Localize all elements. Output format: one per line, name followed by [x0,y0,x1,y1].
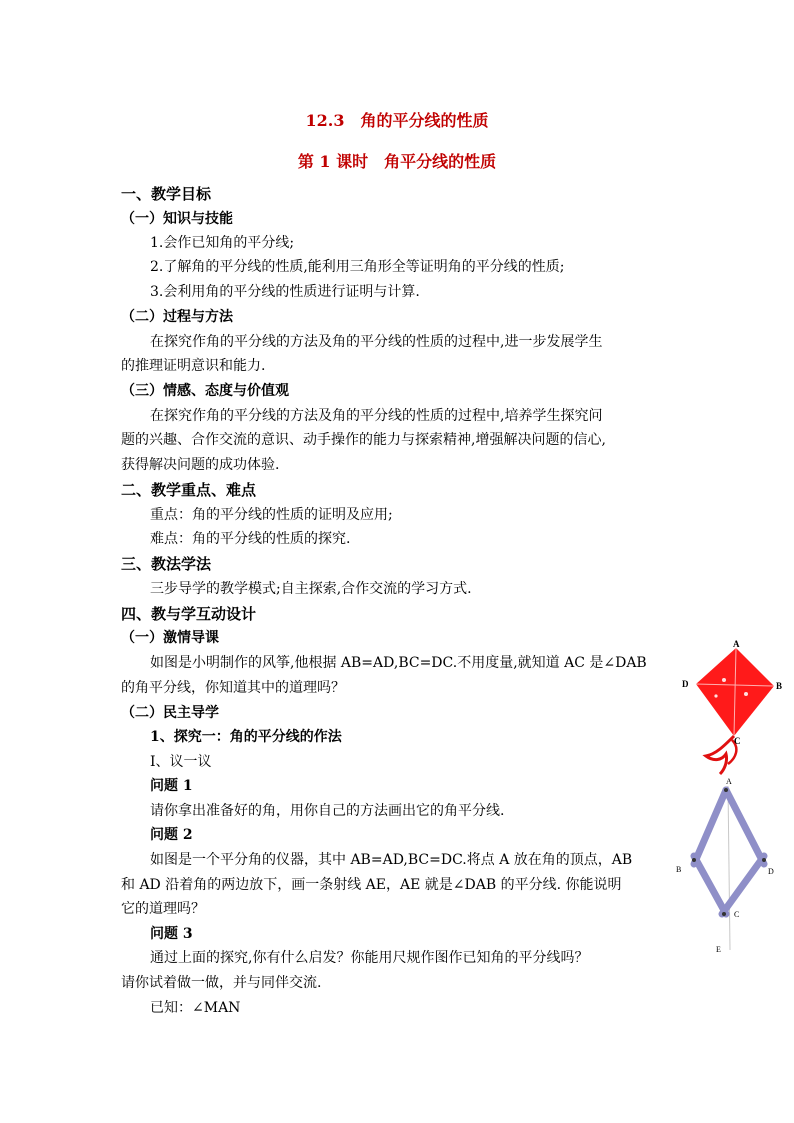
arm-bc [694,856,726,914]
pivot-d [762,858,766,862]
instrument-label-e: E [716,945,721,954]
bisector-instrument-figure [672,774,790,956]
pivot-b [692,858,696,862]
kite-label-b: B [776,681,783,691]
paragraph-line: 请你试着做一做，并与同伴交流. [121,975,322,991]
paragraph-line: 在探究作角的平分线的方法及角的平分线的性质的过程中,进一步发展学生 [150,334,603,350]
ray-ae [728,786,730,950]
discuss-heading: Ⅰ、议一议 [150,754,212,770]
instrument-label-b: B [676,865,682,874]
lesson-title: 第 1 课时 角平分线的性质 [297,152,497,171]
subheading-process-method: （二）过程与方法 [121,309,233,325]
paragraph-line: 在探究作角的平分线的方法及角的平分线的性质的过程中,培养学生探究问 [150,408,603,424]
heading-teaching-goals: 一、教学目标 [121,185,212,203]
subheading-emotion-values: （三）情感、态度与价值观 [121,383,289,399]
paragraph-line: 通过上面的探究,你有什么启发？你能用尺规作图作已知角的平分线吗？ [150,950,589,966]
key-point-line: 重点：角的平分线的性质的证明及应用; [150,507,393,523]
goal-item-3: 3.会利用角的平分线的性质进行证明与计算. [150,284,420,300]
subheading-intro: （一）激情导课 [121,630,219,646]
question-1-text: 请你拿出准备好的角，用你自己的方法画出它的角平分线. [150,803,505,819]
instrument-label-c: C [734,910,740,919]
kite-dot [714,694,717,697]
paragraph-line: 获得解决问题的成功体验. [121,457,280,473]
goal-item-2: 2.了解角的平分线的性质,能利用三角形全等证明角的平分线的性质; [150,259,565,275]
heading-methods: 三、教法学法 [121,555,212,573]
paragraph-line: 它的道理吗？ [121,901,205,917]
heading-interactive-design: 四、教与学互动设计 [121,605,257,623]
question-3-label: 问题 3 [150,926,193,942]
subheading-guided-study: （二）民主导学 [121,705,219,721]
kite-tail [706,736,734,774]
subheading-knowledge-skills: （一）知识与技能 [121,211,233,227]
paragraph-line: 如图是一个平分角的仪器，其中 AB=AD,BC=DC.将点 A 放在角的顶点，AB [150,852,633,868]
arm-dc [722,856,764,914]
arm-ab [694,790,726,864]
kite-dot [722,678,726,682]
instrument-label-d: D [768,867,774,876]
given-line: 已知：∠MAN [150,1000,241,1016]
question-2-label: 问题 2 [150,827,193,843]
difficult-point-line: 难点：角的平分线的性质的探究. [150,531,351,547]
paragraph-line: 的推理证明意识和能力. [121,358,266,374]
arm-ad [726,790,764,864]
instrument-label-a: A [726,777,732,786]
paragraph-line: 和 AD 沿着角的两边放下，画一条射线 AE，AE 就是∠DAB 的平分线. 你能说明 [121,877,622,893]
section-title: 12.3 角的平分线的性质 [305,111,489,130]
methods-line: 三步导学的教学模式;自主探索,合作交流的学习方式. [150,581,472,597]
paragraph-line: 题的兴趣、合作交流的意识、动手操作的能力与探索精神,增强解决问题的信心, [121,432,606,448]
pivot-a [724,788,728,792]
goal-item-1: 1.会作已知角的平分线; [150,235,295,251]
question-1-label: 问题 1 [150,778,193,794]
kite-figure [676,636,794,776]
paragraph-line: 如图是小明制作的风筝,他根据 AB=AD,BC=DC.不用度量,就知道 AC 是∠DAB [150,655,647,671]
kite-dot [744,692,748,696]
kite-label-d: D [682,679,689,689]
heading-key-points: 二、教学重点、难点 [121,481,257,499]
kite-label-c: C [734,736,741,746]
paragraph-line: 的角平分线，你知道其中的道理吗？ [121,680,345,696]
explore-one-heading: 1、探究一：角的平分线的作法 [150,729,342,745]
pivot-c [722,912,726,916]
kite-label-a: A [733,639,740,649]
